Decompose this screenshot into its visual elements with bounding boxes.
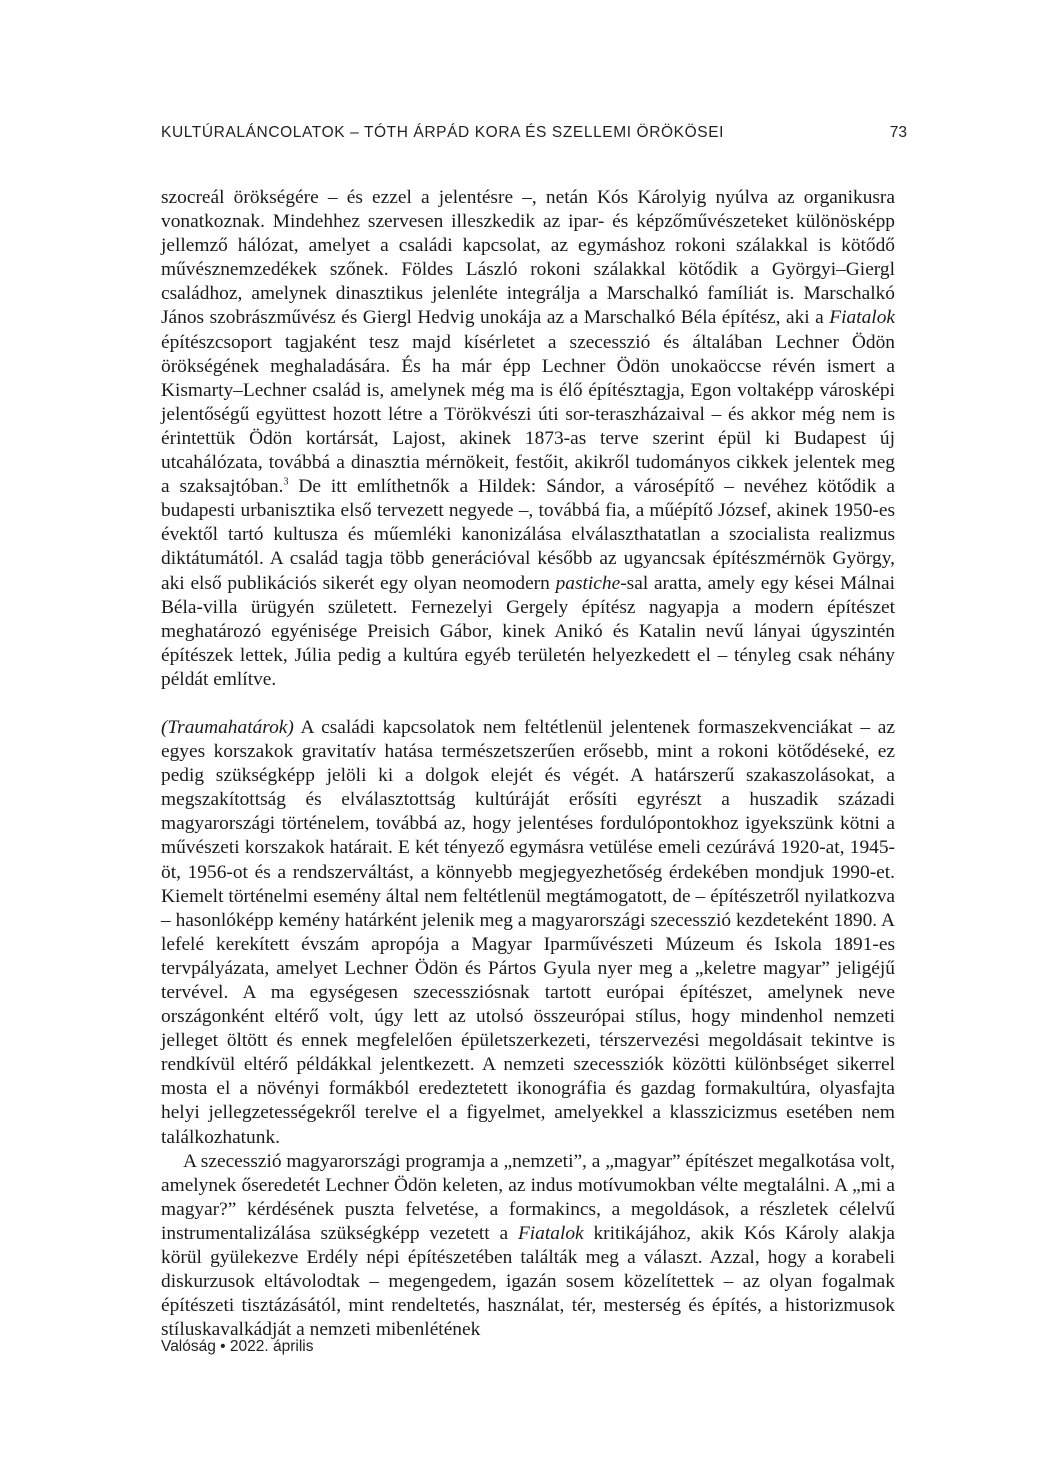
text-run: A családi kapcsolatok nem feltétlenül jelentenek formaszekvenciákat – az egyes korszakok gravitatív hatása természetszerűen erősebb, mint a rokoni kötődéseké, ez pedig szükségképp jelöli ki a dolgok elejét és végét. A határszerű szakaszolásokat, a megszakítottság és elválasztottság kultúráját erősíti egyrészt a huszadik századi magyarországi történelem, továbbá az, hogy jelentéses fordulópontokhoz igyekszünk kötni a művészeti korszakok határait. E két tényező egymásra vetülése emeli cezúrává 1920-at, 1945-öt, 1956-ot és a rendszerváltást, a könnyebb megjegyezhetőség érdekében mondjuk 1990-et. Kiemelt történelmi esemény által nem feltétlenül megtámogatott, de – építészetről nyilatkozva – hasonlóképp kemény határként jelenik meg a magyarországi szecesszió kezdeteként 1890. A lefelé kerekített évszám apropója a Magyar Iparművészeti Múzeum és Iskola 1891-es tervpályázata, amelyet Lechner Ödön és Pártos Gyula nyer meg a „keletre magyar” jeligéjű tervével. A ma egységesen szecessziósnak tartott európai építészet, amelynek neve országonként eltérő volt, úgy lett az utolsó összeurópai stílus, hogy mindenhol nemzeti jelleget öltött és ennek megfelelően épületszerkezeti, térszervezési megoldásait tekintve is rendkívül eltérő példákkal jelentkezett. A nemzeti szecessziók közötti különbséget sikerrel mosta el a növényi formákból eredeztetett ikonográfia és gazdag formakultúra, olyasfajta helyi jellegzetességekről terelve el a figyelmet, amelyekkel a klasszicizmus esetében nem találkozhatunk. (161, 716, 895, 1148)
italic-term: pastiche (555, 572, 621, 594)
italic-term: Fiatalok (829, 307, 895, 329)
text-run: A szecesszió magyarországi programja a „nemzeti”, a „magyar” építészet megalkotása volt, amelynek őseredetét Lechner Ödön keleten, az indus motívumokban vélte megtalálni. A „mi a magyar?” kérdésének puszta felvetése, a formakincs, a megoldások, a részletek célelvű instrumentalizálása szükségképp vezetett a (161, 1150, 895, 1244)
paragraph (161, 1150, 895, 1343)
text-run: kritikájához, akik Kós Károly alakja körül gyülekezve Erdély népi építészetében találták meg a választ. Azzal, hogy a korabeli diskurzusok eltávolodtak – megengedem, igazán sosem közelítettek – az olyan fogalmak építészeti tisztázásától, mint rendeltetés, használat, tér, mesterség és építés, a historizmusok stíluskavalkádját a nemzeti mibenlétének (161, 1222, 895, 1341)
italic-term: Fiatalok (517, 1222, 584, 1244)
paragraph (161, 716, 895, 1150)
text-run: -sal aratta, amely egy kései Málnai Béla-villa ürügyén született. Fernezelyi Gergely építész nagyapja a modern építészet meghatározó egyénisége Preisich Gábor, kinek Anikó és Katalin nevű lányai úgyszintén építészek lettek, Júlia pedig a kultúra egyéb területén helyezkedett el – tényleg csak néhány példát említve. (161, 572, 895, 690)
paragraph (161, 186, 895, 692)
running-title: KULTÚRALÁNCOLATOK – TÓTH ÁRPÁD KORA ÉS SZELLEMI ÖRÖKÖSEI (161, 124, 725, 141)
page-number: 73 (889, 124, 907, 141)
footnote-marker[interactable]: 3 (283, 476, 289, 488)
running-head (161, 121, 907, 145)
text-run: szocreál örökségére – és ezzel a jelentésre –, netán Kós Károlyig nyúlva az organikusra vonatkoznak. Mindehhez szervesen illeszkedik az ipar- és képzőművészeteket különösképp jellemző hálózat, amelyet a családi kapcsolat, az egymáshoz rokoni szálakkal is kötődő művésznemzedékek szőnek. Földes László rokoni szálakkal kötődik a Györgyi–Giergl családhoz, amelynek dinasztikus jelenléte integrálja a Marschalkó famíliát is. Marschalkó János szobrászművész és Giergl Hedvig unokája az a Marschalkó Béla építész, aki a (161, 187, 895, 329)
page-footer: Valóság • 2022. április (161, 1338, 314, 1355)
text-run: építészcsoport tagjaként tesz majd kísérletet a szecesszió és általában Lechner Ödön örökségének meghaladására. És ha már épp Lechner Ödön unokaöccse révén ismert a Kismarty–Lechner család is, amelynek még ma is élő építésztagja, Egon voltaképp városképi jelentőségű együttest hozott létre a Törökvészi úti sor-teraszházaival – és akkor még nem is érintettük Ödön kortársát, Lajost, akinek 1873-as terve szerint épül ki Budapest új utcahálózata, továbbá a dinasztia mérnökeit, festőit, akikről tudományos cikkek jelentek meg a szaksajtóban. (161, 331, 895, 498)
article-body (161, 186, 895, 1342)
section-lead-in: (Traumahatárok) (161, 716, 294, 738)
text-run: De itt említhetnők a Hildek: Sándor, a városépítő – nevéhez kötődik a budapesti urbanisztika első tervezett negyede –, továbbá fia, a műépítő József, akinek 1950-es évektől tartó kultusza és műemléki kanonizálása elválaszthatatlan a szocialista realizmus diktátumától. A család tagja több generációval később az ugyancsak építészmérnök György, aki első publikációs sikerét egy olyan neomodern (161, 476, 895, 594)
